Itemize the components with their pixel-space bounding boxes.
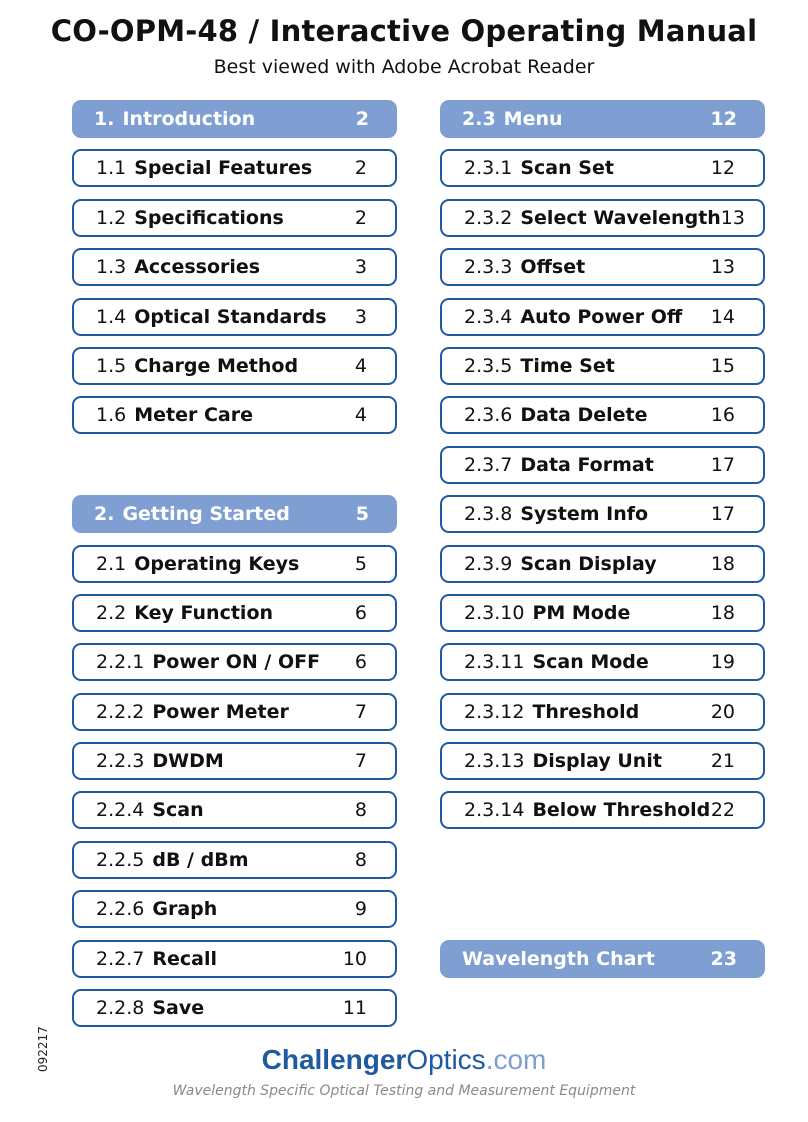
toc-number: 2.3.9 bbox=[464, 552, 513, 575]
toc-number: 2.3.1 bbox=[464, 157, 513, 180]
toc-label: Meter Care bbox=[134, 404, 253, 427]
toc-page: 22 bbox=[710, 799, 735, 822]
toc-page: 3 bbox=[354, 256, 367, 279]
toc-number: 1.5 bbox=[96, 354, 127, 377]
toc-label: Below Threshold bbox=[532, 799, 711, 822]
toc-page: 21 bbox=[710, 750, 735, 773]
toc-label: Specifications bbox=[134, 206, 284, 229]
toc-number: 2.3.6 bbox=[464, 404, 513, 427]
toc-label: Power Meter bbox=[152, 700, 289, 723]
manual-title: CO-OPM-48 / Interactive Operating Manual bbox=[50, 14, 758, 48]
toc-number: 2.3.10 bbox=[464, 601, 525, 624]
toc-page: 7 bbox=[354, 700, 367, 723]
toc-page: 17 bbox=[710, 453, 735, 476]
toc-item-time-set[interactable] bbox=[440, 347, 765, 385]
toc-number: 2. bbox=[94, 503, 115, 526]
toc-item-optical-standards[interactable] bbox=[72, 298, 397, 336]
toc-heading-wavelength-chart[interactable] bbox=[440, 940, 765, 978]
toc-label: Select Wavelength bbox=[520, 206, 721, 229]
toc-number: 2.3.3 bbox=[464, 256, 513, 279]
toc-number: 2.2.7 bbox=[96, 947, 145, 970]
toc-item-graph[interactable] bbox=[72, 890, 397, 928]
toc-item-special-features[interactable] bbox=[72, 149, 397, 187]
toc-page: 18 bbox=[710, 552, 735, 575]
toc-number: 2.2.6 bbox=[96, 898, 145, 921]
toc-item-below-threshold[interactable] bbox=[440, 791, 765, 829]
toc-number: 1.4 bbox=[96, 305, 127, 328]
toc-label: Display Unit bbox=[532, 750, 662, 773]
toc-item-system-info[interactable] bbox=[440, 495, 765, 533]
toc-label: Data Format bbox=[520, 453, 654, 476]
toc-label: Optical Standards bbox=[134, 305, 327, 328]
toc-number: 2.3.5 bbox=[464, 354, 513, 377]
toc-page: 23 bbox=[710, 947, 737, 970]
toc-page: 5 bbox=[354, 552, 367, 575]
toc-number: 1.1 bbox=[96, 157, 127, 180]
toc-page: 2 bbox=[354, 157, 367, 180]
toc-number: 1. bbox=[94, 108, 115, 130]
brand-part-1: Challenger bbox=[261, 1044, 407, 1075]
toc-number: 2.3 bbox=[462, 108, 496, 130]
toc-label: Accessories bbox=[134, 256, 261, 279]
toc-page: 8 bbox=[354, 799, 367, 822]
toc-number: 2.3.7 bbox=[464, 453, 513, 476]
toc-label: Time Set bbox=[520, 354, 615, 377]
toc-page: 9 bbox=[354, 898, 367, 921]
toc-item-power-on-off[interactable] bbox=[72, 643, 397, 681]
toc-label: Introduction bbox=[122, 108, 256, 130]
toc-label: Power ON / OFF bbox=[152, 651, 321, 674]
toc-item-accessories[interactable] bbox=[72, 248, 397, 286]
toc-spacer bbox=[440, 841, 765, 940]
toc-label: Wavelength Chart bbox=[462, 947, 655, 970]
toc-label: Operating Keys bbox=[134, 552, 300, 575]
toc-number: 2.3.2 bbox=[464, 206, 513, 229]
toc-page: 7 bbox=[354, 750, 367, 773]
toc-number: 2.2.1 bbox=[96, 651, 145, 674]
toc-page: 12 bbox=[710, 108, 737, 130]
toc-page: 19 bbox=[710, 651, 735, 674]
toc-number: 1.6 bbox=[96, 404, 127, 427]
toc-page: 18 bbox=[710, 601, 735, 624]
toc-page: 2 bbox=[354, 206, 367, 229]
toc-label: Getting Started bbox=[122, 503, 290, 526]
toc-number: 2.3.8 bbox=[464, 503, 513, 526]
toc-heading-getting-started[interactable] bbox=[72, 495, 397, 533]
toc-page: 11 bbox=[342, 997, 367, 1020]
toc-page: 8 bbox=[354, 848, 367, 871]
toc-label: Save bbox=[152, 997, 205, 1020]
toc-page: 12 bbox=[710, 157, 735, 180]
toc-label: Special Features bbox=[134, 157, 313, 180]
toc-item-scan[interactable] bbox=[72, 791, 397, 829]
toc-label: Charge Method bbox=[134, 354, 299, 377]
toc-label: Recall bbox=[152, 947, 217, 970]
brand-part-3: .com bbox=[485, 1044, 547, 1075]
toc-item-db-dbm[interactable] bbox=[72, 841, 397, 879]
toc-item-dwdm[interactable] bbox=[72, 742, 397, 780]
toc-number: 2.2 bbox=[96, 601, 127, 624]
toc-item-data-delete[interactable] bbox=[440, 396, 765, 434]
toc-item-scan-set[interactable] bbox=[440, 149, 765, 187]
toc-item-data-format[interactable] bbox=[440, 446, 765, 484]
toc-item-power-meter[interactable] bbox=[72, 693, 397, 731]
toc-item-scan-display[interactable] bbox=[440, 545, 765, 583]
toc-number: 2.3.4 bbox=[464, 305, 513, 328]
toc-label: dB / dBm bbox=[152, 848, 249, 871]
toc-right-column bbox=[440, 100, 765, 989]
toc-number: 2.3.11 bbox=[464, 651, 525, 674]
toc-page: 20 bbox=[710, 700, 735, 723]
toc-item-display-unit[interactable] bbox=[440, 742, 765, 780]
toc-item-specifications[interactable] bbox=[72, 199, 397, 237]
toc-item-recall[interactable] bbox=[72, 940, 397, 978]
toc-item-operating-keys[interactable] bbox=[72, 545, 397, 583]
document-code: 092217 bbox=[36, 1026, 50, 1072]
toc-item-key-function[interactable] bbox=[72, 594, 397, 632]
toc-left-column bbox=[72, 100, 397, 1038]
toc-item-pm-mode[interactable] bbox=[440, 594, 765, 632]
toc-number: 2.2.2 bbox=[96, 700, 145, 723]
toc-label: Scan Set bbox=[520, 157, 614, 180]
toc-heading-introduction[interactable] bbox=[72, 100, 397, 138]
toc-label: Offset bbox=[520, 256, 586, 279]
toc-number: 1.3 bbox=[96, 256, 127, 279]
toc-number: 2.2.8 bbox=[96, 997, 145, 1020]
toc-page: 16 bbox=[710, 404, 735, 427]
toc-number: 2.3.13 bbox=[464, 750, 525, 773]
toc-label: Auto Power Off bbox=[520, 305, 683, 328]
toc-page: 6 bbox=[354, 601, 367, 624]
toc-label: Threshold bbox=[532, 700, 640, 723]
toc-item-offset[interactable] bbox=[440, 248, 765, 286]
toc-heading-menu[interactable] bbox=[440, 100, 765, 138]
toc-label: Scan Display bbox=[520, 552, 657, 575]
toc-page: 5 bbox=[355, 503, 369, 526]
toc-page: 4 bbox=[354, 354, 367, 377]
toc-number: 2.2.3 bbox=[96, 750, 145, 773]
toc-page: 13 bbox=[710, 256, 735, 279]
toc-label: Key Function bbox=[134, 601, 274, 624]
manual-subtitle: Best viewed with Adobe Acrobat Reader bbox=[213, 56, 595, 78]
toc-number: 2.2.5 bbox=[96, 848, 145, 871]
toc-number: 2.3.14 bbox=[464, 799, 525, 822]
toc-number: 2.1 bbox=[96, 552, 127, 575]
toc-item-select-wavelength[interactable] bbox=[440, 199, 765, 237]
toc-item-scan-mode[interactable] bbox=[440, 643, 765, 681]
toc-page: 4 bbox=[354, 404, 367, 427]
toc-page: 3 bbox=[354, 305, 367, 328]
toc-label: Menu bbox=[503, 108, 563, 130]
toc-page: 2 bbox=[355, 108, 369, 130]
toc-label: DWDM bbox=[152, 750, 224, 773]
toc-label: Data Delete bbox=[520, 404, 648, 427]
toc-item-auto-power-off[interactable] bbox=[440, 298, 765, 336]
toc-page: 6 bbox=[354, 651, 367, 674]
toc-label: Scan Mode bbox=[532, 651, 649, 674]
toc-spacer bbox=[72, 446, 397, 495]
toc-label: PM Mode bbox=[532, 601, 631, 624]
brand-logo[interactable] bbox=[0, 1044, 808, 1076]
toc-label: Graph bbox=[152, 898, 218, 921]
toc-number: 2.3.12 bbox=[464, 700, 525, 723]
toc-number: 2.2.4 bbox=[96, 799, 145, 822]
toc-number: 1.2 bbox=[96, 206, 127, 229]
toc-item-charge-method[interactable] bbox=[72, 347, 397, 385]
toc-label: Scan bbox=[152, 799, 204, 822]
brand-tagline: Wavelength Specific Optical Testing and Measurement Equipment bbox=[172, 1083, 636, 1099]
toc-item-save[interactable] bbox=[72, 989, 397, 1027]
toc-page: 14 bbox=[710, 305, 735, 328]
brand-part-2: Optics bbox=[406, 1044, 486, 1075]
toc-page: 10 bbox=[342, 947, 367, 970]
toc-page: 15 bbox=[710, 354, 735, 377]
toc-item-threshold[interactable] bbox=[440, 693, 765, 731]
toc-page: 17 bbox=[710, 503, 735, 526]
toc-item-meter-care[interactable] bbox=[72, 396, 397, 434]
toc-page: 13 bbox=[720, 206, 745, 229]
toc-label: System Info bbox=[520, 503, 649, 526]
